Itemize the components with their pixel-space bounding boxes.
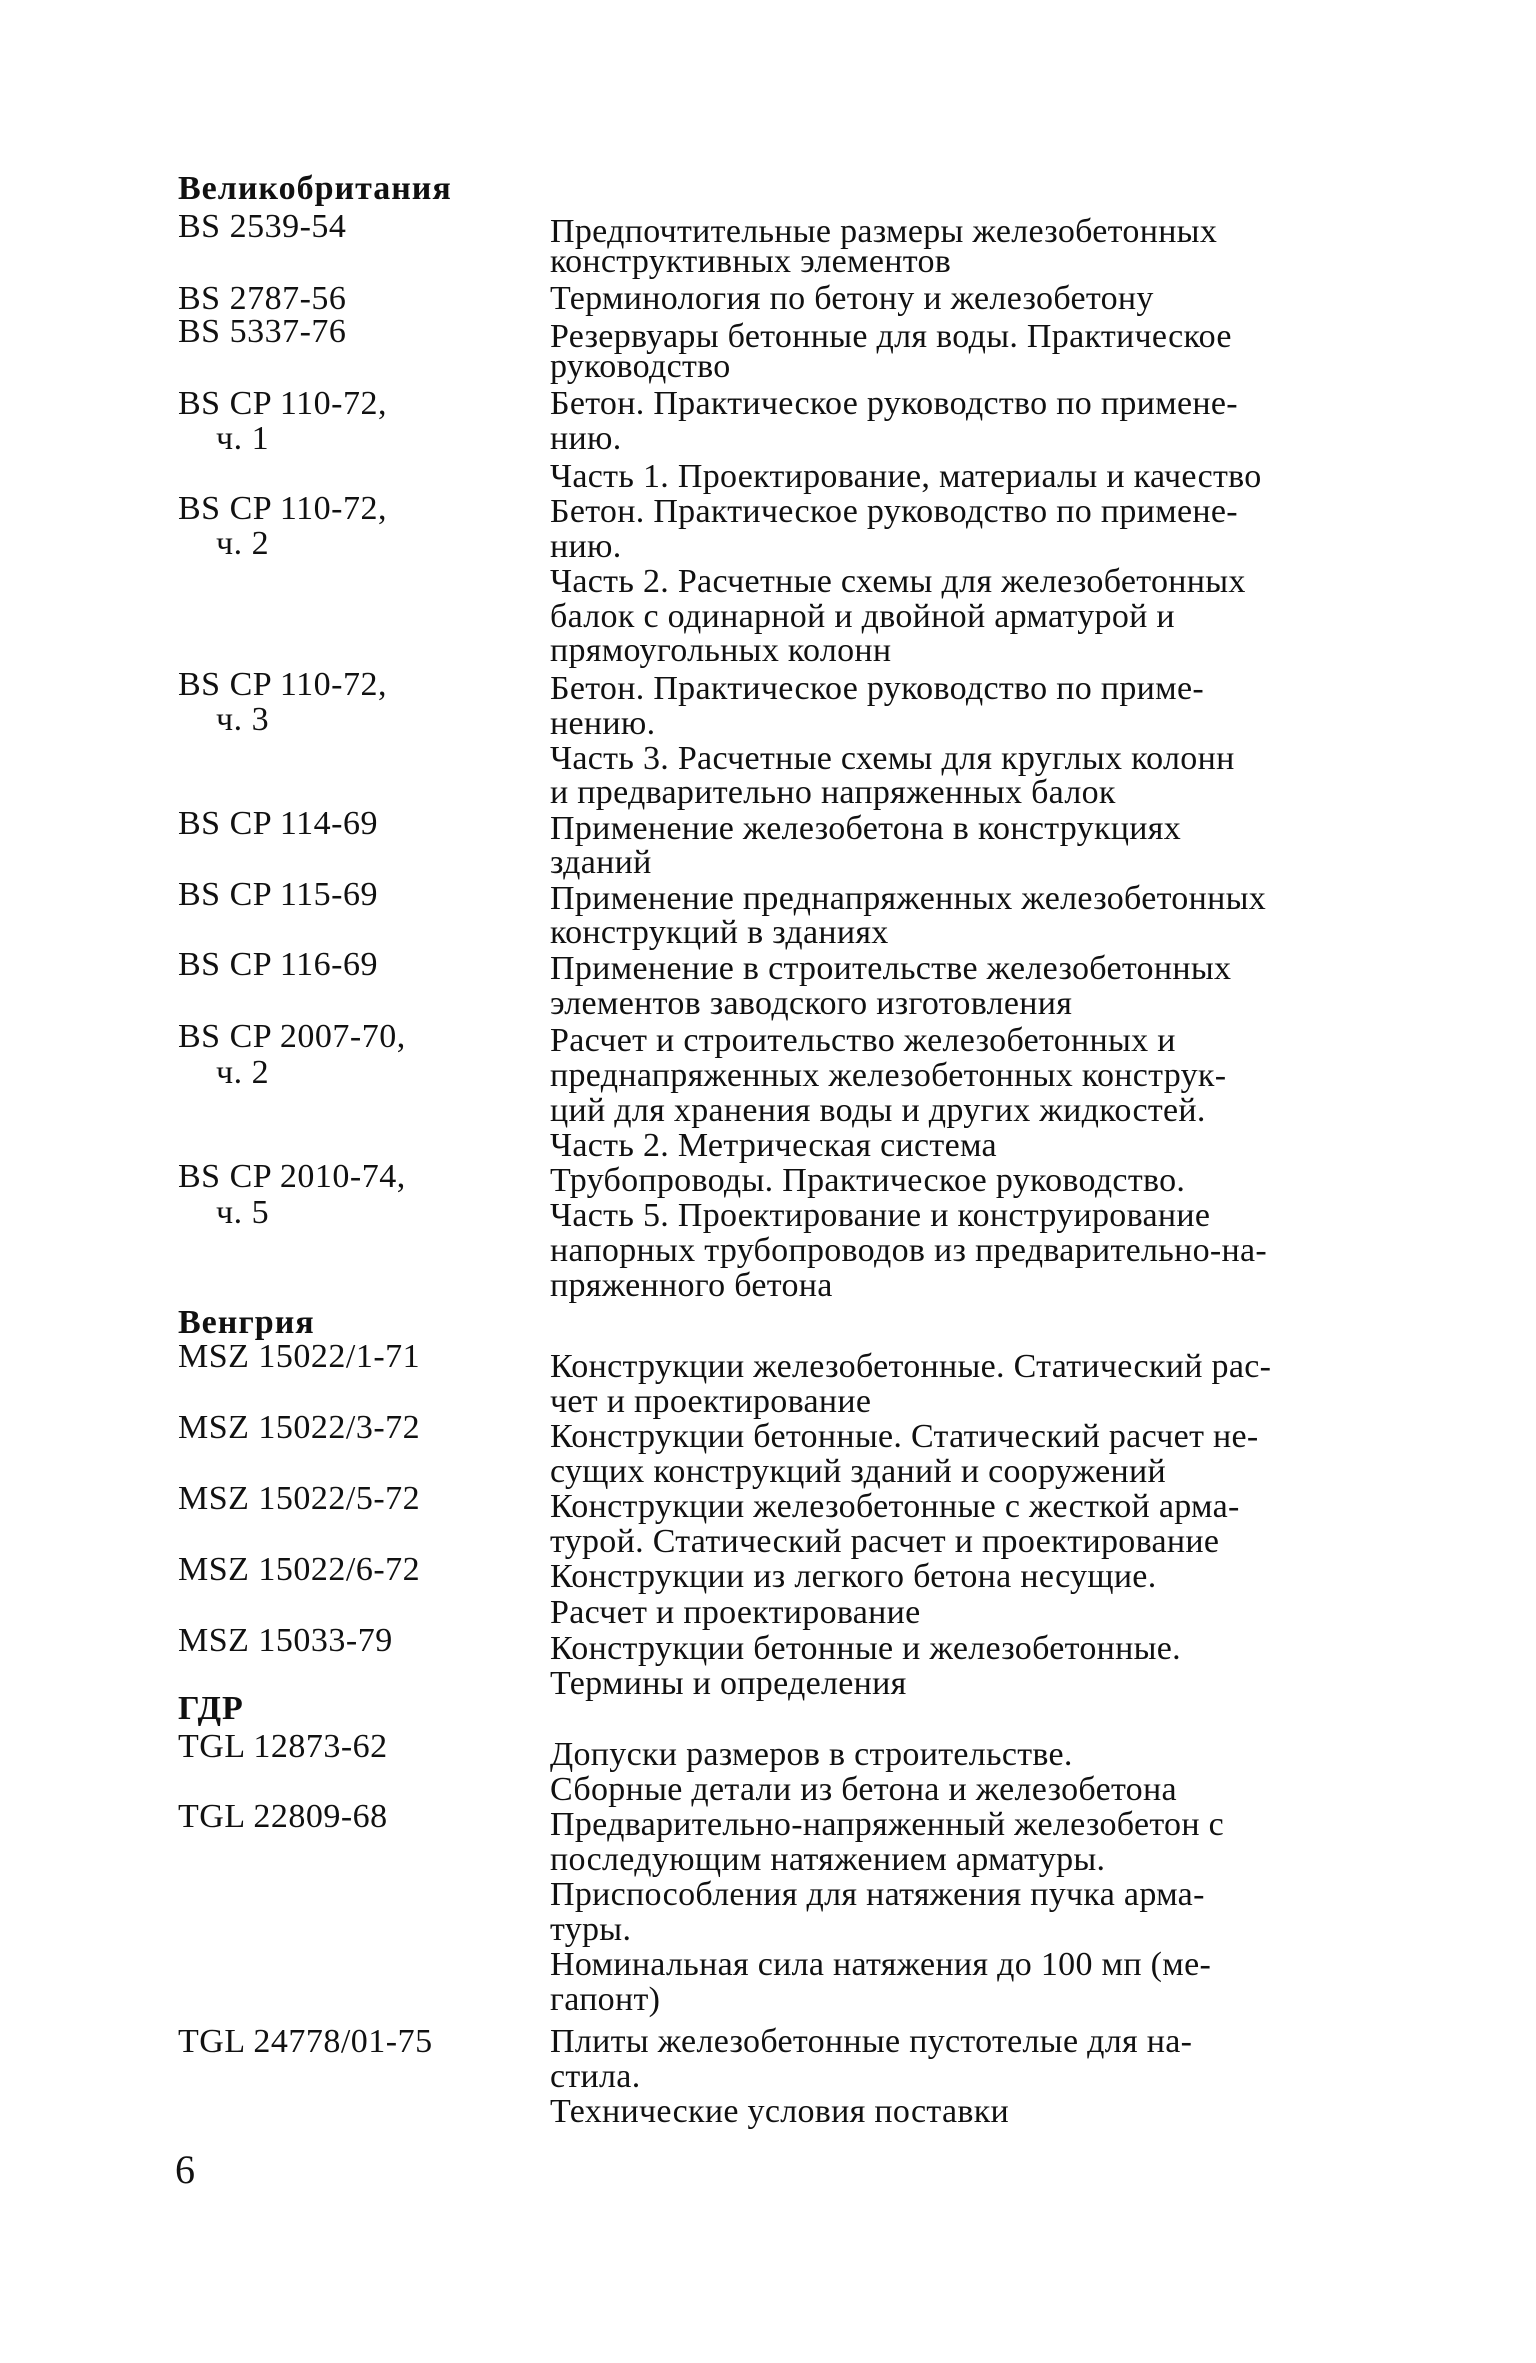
standard-description: напорных трубопроводов из предварительно-на- bbox=[550, 1232, 1268, 1269]
standard-description: Применение преднапряженных железобетонных bbox=[550, 880, 1267, 917]
standard-code: MSZ 15033-79 bbox=[178, 1622, 393, 1659]
standard-code: BS CP 114-69 bbox=[178, 805, 378, 842]
standard-description: Термины и определения bbox=[550, 1665, 907, 1702]
standard-description: гапонт) bbox=[550, 1981, 661, 2018]
standard-description: и предварительно напряженных балок bbox=[550, 774, 1116, 811]
standard-description: балок с одинарной и двойной арматурой и bbox=[550, 598, 1175, 635]
standard-description: Плиты железобетонные пустотелые для на- bbox=[550, 2023, 1193, 2060]
standard-code: BS 5337-76 bbox=[178, 313, 347, 350]
standard-description: конструктивных элементов bbox=[550, 243, 952, 280]
standard-part: ч. 2 bbox=[216, 1054, 270, 1091]
standard-description: Часть 3. Расчетные схемы для круглых колонн bbox=[550, 740, 1235, 777]
standard-code: TGL 24778/01-75 bbox=[178, 2023, 433, 2060]
standard-description: последующим натяжением арматуры. bbox=[550, 1841, 1106, 1878]
standard-description: Расчет и проектирование bbox=[550, 1594, 921, 1631]
standard-description: Конструкции железобетонные с жесткой арма- bbox=[550, 1488, 1240, 1525]
standard-description: Часть 2. Метрическая система bbox=[550, 1127, 997, 1164]
standard-code: BS CP 2010-74, bbox=[178, 1158, 406, 1195]
standard-code: TGL 22809-68 bbox=[178, 1798, 388, 1835]
standard-part: ч. 5 bbox=[216, 1194, 270, 1231]
standard-code: BS CP 2007-70, bbox=[178, 1018, 406, 1055]
standard-code: TGL 12873-62 bbox=[178, 1728, 388, 1765]
standard-description: Конструкции бетонные и железобетонные. bbox=[550, 1630, 1181, 1667]
standard-description: нию. bbox=[550, 528, 622, 565]
standard-description: Предпочтительные размеры железобетонных bbox=[550, 213, 1218, 250]
standard-description: стила. bbox=[550, 2058, 641, 2095]
standard-code: BS CP 116-69 bbox=[178, 946, 378, 983]
standard-description: Технические условия поставки bbox=[550, 2093, 1010, 2130]
standard-description: туры. bbox=[550, 1911, 632, 1948]
standard-description: зданий bbox=[550, 844, 652, 881]
standard-description: ций для хранения воды и других жидкостей. bbox=[550, 1092, 1206, 1129]
standard-description: Трубопроводы. Практическое руководство. bbox=[550, 1162, 1186, 1199]
standard-description: конструкций в зданиях bbox=[550, 914, 889, 951]
standard-part: ч. 3 bbox=[216, 701, 270, 738]
standard-description: Конструкции бетонные. Статический расчет не- bbox=[550, 1418, 1259, 1455]
standard-description: Допуски размеров в строительстве. bbox=[550, 1736, 1073, 1773]
standard-description: Бетон. Практическое руководство по приме- bbox=[550, 670, 1204, 707]
standard-code: BS 2787-56 bbox=[178, 280, 347, 317]
standard-description: Конструкции из легкого бетона несущие. bbox=[550, 1558, 1157, 1595]
standard-description: преднапряженных железобетонных конструк- bbox=[550, 1057, 1227, 1094]
standard-description: чет и проектирование bbox=[550, 1383, 872, 1420]
standard-code: BS 2539-54 bbox=[178, 208, 347, 245]
section-heading-hungary: Венгрия bbox=[178, 1304, 315, 1341]
standard-code: BS CP 110-72, bbox=[178, 490, 387, 527]
standard-description: Бетон. Практическое руководство по примене- bbox=[550, 493, 1238, 530]
standard-code: MSZ 15022/6-72 bbox=[178, 1551, 421, 1588]
page-number: 6 bbox=[175, 2147, 195, 2192]
standard-description: Применение в строительстве железобетонных bbox=[550, 950, 1232, 987]
standard-description: Терминология по бетону и железобетону bbox=[550, 280, 1154, 317]
standard-description: Номинальная сила натяжения до 100 мп (ме- bbox=[550, 1946, 1212, 1983]
standard-part: ч. 2 bbox=[216, 525, 270, 562]
standard-description: Приспособления для натяжения пучка арма- bbox=[550, 1876, 1205, 1913]
standard-description: элементов заводского изготовления bbox=[550, 985, 1073, 1022]
section-heading-gdr: ГДР bbox=[178, 1690, 244, 1727]
standard-description: Бетон. Практическое руководство по примене- bbox=[550, 385, 1238, 422]
standard-description: Часть 1. Проектирование, материалы и качество bbox=[550, 458, 1262, 495]
standard-description: Часть 5. Проектирование и конструирование bbox=[550, 1197, 1211, 1234]
standard-code: MSZ 15022/5-72 bbox=[178, 1480, 421, 1517]
standard-description: нию. bbox=[550, 420, 622, 457]
standard-description: Часть 2. Расчетные схемы для железобетонных bbox=[550, 563, 1246, 600]
standard-code: BS CP 110-72, bbox=[178, 666, 387, 703]
standard-code: BS CP 110-72, bbox=[178, 385, 387, 422]
standard-description: пряженного бетона bbox=[550, 1267, 833, 1304]
standard-code: BS CP 115-69 bbox=[178, 876, 378, 913]
standard-description: Сборные детали из бетона и железобетона bbox=[550, 1771, 1177, 1808]
standard-description: турой. Статический расчет и проектирование bbox=[550, 1523, 1220, 1560]
standard-code: MSZ 15022/3-72 bbox=[178, 1409, 421, 1446]
standard-description: Применение железобетона в конструкциях bbox=[550, 810, 1182, 847]
standard-description: сущих конструкций зданий и сооружений bbox=[550, 1453, 1167, 1490]
standard-part: ч. 1 bbox=[216, 420, 270, 457]
standard-description: Резервуары бетонные для воды. Практическое bbox=[550, 318, 1232, 355]
standard-description: Расчет и строительство железобетонных и bbox=[550, 1022, 1176, 1059]
standard-description: Конструкции железобетонные. Статический рас- bbox=[550, 1348, 1272, 1385]
section-heading-uk: Великобритания bbox=[178, 170, 452, 207]
standard-description: нению. bbox=[550, 705, 656, 742]
standard-description: Предварительно-напряженный железобетон с bbox=[550, 1806, 1225, 1843]
standard-description: прямоугольных колонн bbox=[550, 632, 892, 669]
standard-code: MSZ 15022/1-71 bbox=[178, 1338, 421, 1375]
standard-description: руководство bbox=[550, 348, 731, 385]
